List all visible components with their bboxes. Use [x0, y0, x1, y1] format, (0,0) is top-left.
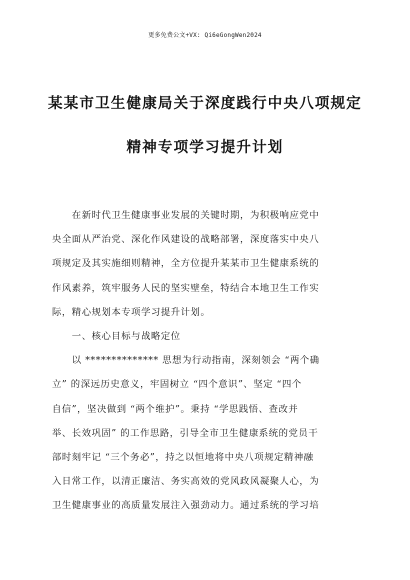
- body-text-line: 举、长效巩固” 的工作思路，引导全市卫生健康系统的党员干: [52, 427, 319, 439]
- header-note: 更多免费公文+VX: Qi6eGongWen2024: [148, 32, 262, 39]
- document-title-line-1: 某某市卫生健康局关于深度践行中央八项规定: [48, 95, 362, 112]
- document-title-line-2: 精神专项学习提升计划: [126, 139, 284, 156]
- body-text-line: 立” 的深远历史意义，牢固树立 “四个意识”、坚定 “四个: [52, 379, 302, 391]
- body-text-line: 在新时代卫生健康事业发展的关键时期，为积极响应党中: [52, 210, 320, 221]
- body-text-line: 卫生健康事业的高质量发展注入强劲动力。通过系统的学习培: [52, 500, 320, 512]
- body-text-line: 以 ************** 思想为行动指南，深刻领会 “两个确: [52, 355, 320, 367]
- body-text-line: 部时刻牢记 “三个务必”，持之以恒地将中央八项规定精神融: [52, 452, 314, 463]
- body-text-line: 一、核心目标与战略定位: [52, 331, 181, 342]
- body-text-line: 作风素养，筑牢服务人民的坚实壁垒，特结合本地卫生工作实: [52, 282, 320, 294]
- body-text-line: 入日常工作，以清正廉洁、务实高效的党风政风凝聚人心，为: [52, 476, 320, 488]
- body-text-line: 项规定及其实施细则精神，全方位提升某某市卫生健康系统的: [52, 258, 320, 270]
- body-text-line: 央全面从严治党、深化作风建设的战略部署，深度落实中央八: [52, 234, 320, 246]
- body-text-line: 际，精心规划本专项学习提升计划。: [52, 306, 211, 318]
- body-text-line: 自信”，坚决做到 “两个维护”。秉持 “学思践悟、查改并: [52, 403, 299, 415]
